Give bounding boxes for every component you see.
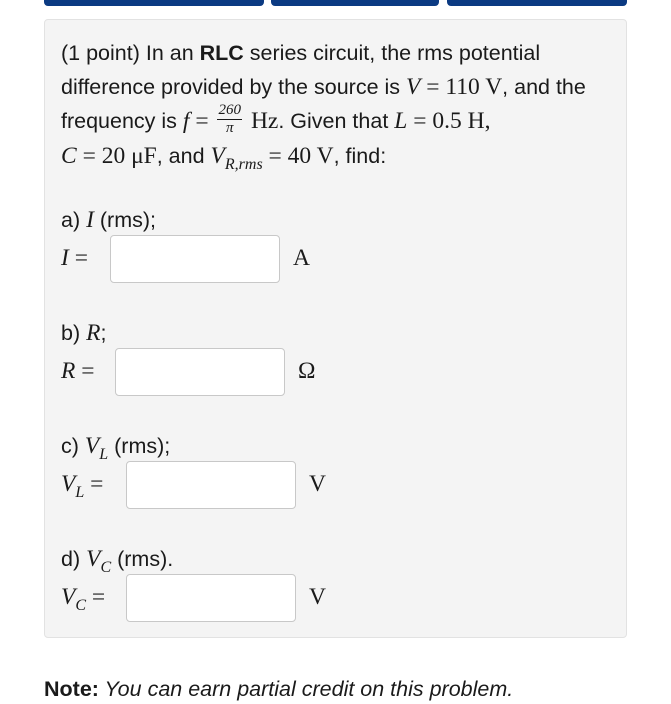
part-d-label [61,544,173,574]
current-unit: A [293,245,310,271]
resistor-voltage-subscript: R,rms [224,155,263,173]
part-b-answer-row [61,348,361,396]
part-suffix: (rms); [108,434,171,458]
frequency-numerator: 260 [218,101,241,118]
problem-card [44,19,627,638]
part-a-answer-row [61,235,361,283]
lhs-symbol: V [61,471,76,497]
voltage-value: = 110 V [420,74,503,100]
resistance-answer-input[interactable] [115,348,285,396]
part-c-answer-row [61,461,361,509]
part-prefix: d) [61,547,87,571]
problem-text: series circuit, the rms potential difference provided by the source is [61,41,541,99]
part-d-answer-row [61,574,361,622]
problem-text: , and the frequency is [61,75,586,133]
part-d-lhs [61,584,106,614]
problem-statement [61,36,616,173]
part-symbol: R [86,320,101,346]
part-a-lhs [61,245,88,272]
note-text: You can earn partial credit on this problem. [98,677,514,701]
part-prefix: b) [61,321,87,345]
top-navigation-bar [0,0,671,8]
inductor-voltage-answer-input[interactable] [126,461,296,509]
problem-text: , find: [333,143,387,168]
problem-text: . Given that [278,109,395,133]
equals-sign: = [86,584,106,610]
part-subscript: C [100,559,112,576]
lhs-symbol: V [61,584,76,610]
part-symbol: V [86,546,101,572]
part-b-lhs [61,358,95,385]
part-c-label [61,431,170,461]
problem-text: , [484,108,491,134]
inductance-value: = 0.5 H [407,108,485,134]
part-subscript: L [99,446,109,463]
part-a-label [61,205,156,235]
part-suffix: (rms); [93,208,157,232]
inductance-symbol: L [394,108,408,134]
voltage-symbol: V [406,74,421,100]
frequency-unit: Hz [250,108,279,134]
equals-sign: = [75,358,95,384]
part-symbol: I [86,207,94,233]
current-answer-input[interactable] [110,235,280,283]
circuit-type: RLC [199,41,244,65]
part-suffix: ; [100,321,107,345]
part-b-label [61,318,106,348]
lhs-symbol: R [61,358,76,384]
lhs-subscript: C [75,597,87,614]
capacitor-voltage-answer-input[interactable] [126,574,296,622]
equals-sign: = [68,245,88,271]
equals-sign: = [189,108,215,134]
capacitance-value: = 20 μF [76,142,157,169]
frequency-symbol: f [182,108,190,134]
frequency-fraction [217,103,242,136]
lhs-symbol: I [61,245,69,271]
nav-tab-1[interactable] [44,0,264,6]
equals-sign: = [84,471,104,497]
part-prefix: c) [61,434,85,458]
inductor-voltage-unit: V [309,471,326,497]
points-label: (1 point) [61,41,140,65]
part-symbol: V [84,433,100,459]
problem-text: , and [156,143,211,168]
capacitance-symbol: C [61,142,77,169]
nav-tab-2[interactable] [271,0,439,6]
resistor-voltage-value: = 40 V [262,142,334,169]
part-c-lhs [61,471,104,501]
part-prefix: a) [61,208,87,232]
lhs-subscript: L [75,484,85,501]
problem-text: In an [139,41,200,65]
resistor-voltage-symbol: V [210,142,225,169]
capacitor-voltage-unit: V [309,584,326,610]
nav-tab-3[interactable] [447,0,627,6]
frequency-denominator: π [225,119,234,136]
part-suffix: (rms). [111,547,174,571]
note-label: Note: [44,677,99,701]
resistance-unit: Ω [298,358,316,384]
